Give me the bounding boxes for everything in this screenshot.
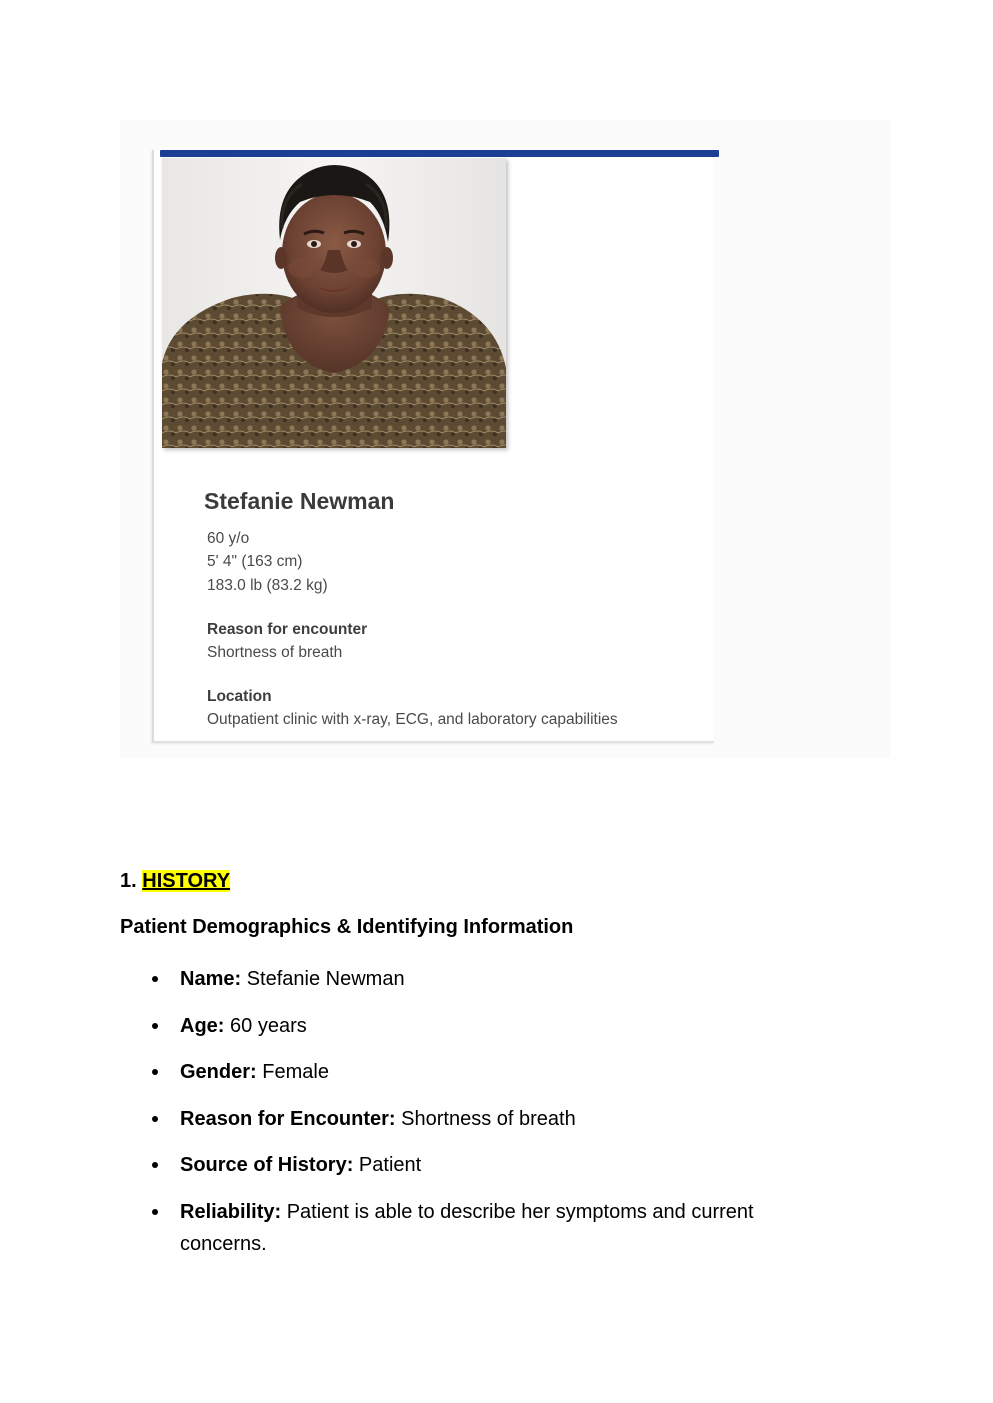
card-patient-age: 60 y/o bbox=[207, 530, 250, 547]
section-heading bbox=[120, 870, 230, 893]
patient-card-screenshot bbox=[120, 120, 891, 758]
fact-label: Source of History: bbox=[180, 1154, 354, 1176]
fact-label: Reliability: bbox=[180, 1200, 282, 1223]
list-item bbox=[180, 1010, 840, 1042]
fact-value: Female bbox=[262, 1061, 329, 1083]
fact-value: Patient bbox=[358, 1154, 422, 1176]
card-reason-value: Shortness of breath bbox=[207, 644, 343, 661]
list-item bbox=[180, 1103, 840, 1135]
card-location-value: Outpatient clinic with x-ray, ECG, and laboratory capabilities bbox=[207, 711, 618, 728]
list-item bbox=[180, 963, 840, 995]
card-patient-height: 5' 4" (163 cm) bbox=[207, 553, 303, 570]
card-patient-name: Stefanie Newman bbox=[204, 488, 395, 514]
section-subtitle: Patient Demographics & Identifying Information bbox=[120, 916, 574, 938]
demographics-list bbox=[180, 963, 840, 1274]
list-item bbox=[180, 1056, 840, 1088]
fact-label: Name: bbox=[180, 968, 242, 990]
patient-avatar bbox=[162, 158, 506, 448]
list-item bbox=[180, 1149, 840, 1181]
card-patient-weight: 183.0 lb (83.2 kg) bbox=[207, 577, 328, 594]
fact-label: Age: bbox=[180, 1014, 225, 1037]
card-location-label: Location bbox=[207, 688, 272, 705]
list-item bbox=[180, 1196, 840, 1260]
section-title: HISTORY bbox=[142, 870, 231, 892]
fact-value: Shortness of breath bbox=[401, 1107, 576, 1130]
card-reason-label: Reason for encounter bbox=[207, 621, 368, 638]
patient-card bbox=[152, 150, 714, 743]
section-number: 1. bbox=[120, 870, 137, 892]
fact-label: Gender: bbox=[180, 1061, 257, 1083]
fact-value: Stefanie Newman bbox=[246, 968, 405, 990]
fact-value: 60 years bbox=[230, 1014, 307, 1037]
fact-label: Reason for Encounter: bbox=[180, 1107, 396, 1130]
fact-value: Patient is able to describe her symptoms and current concerns. bbox=[180, 1200, 754, 1255]
card-accent-bar bbox=[160, 150, 719, 157]
